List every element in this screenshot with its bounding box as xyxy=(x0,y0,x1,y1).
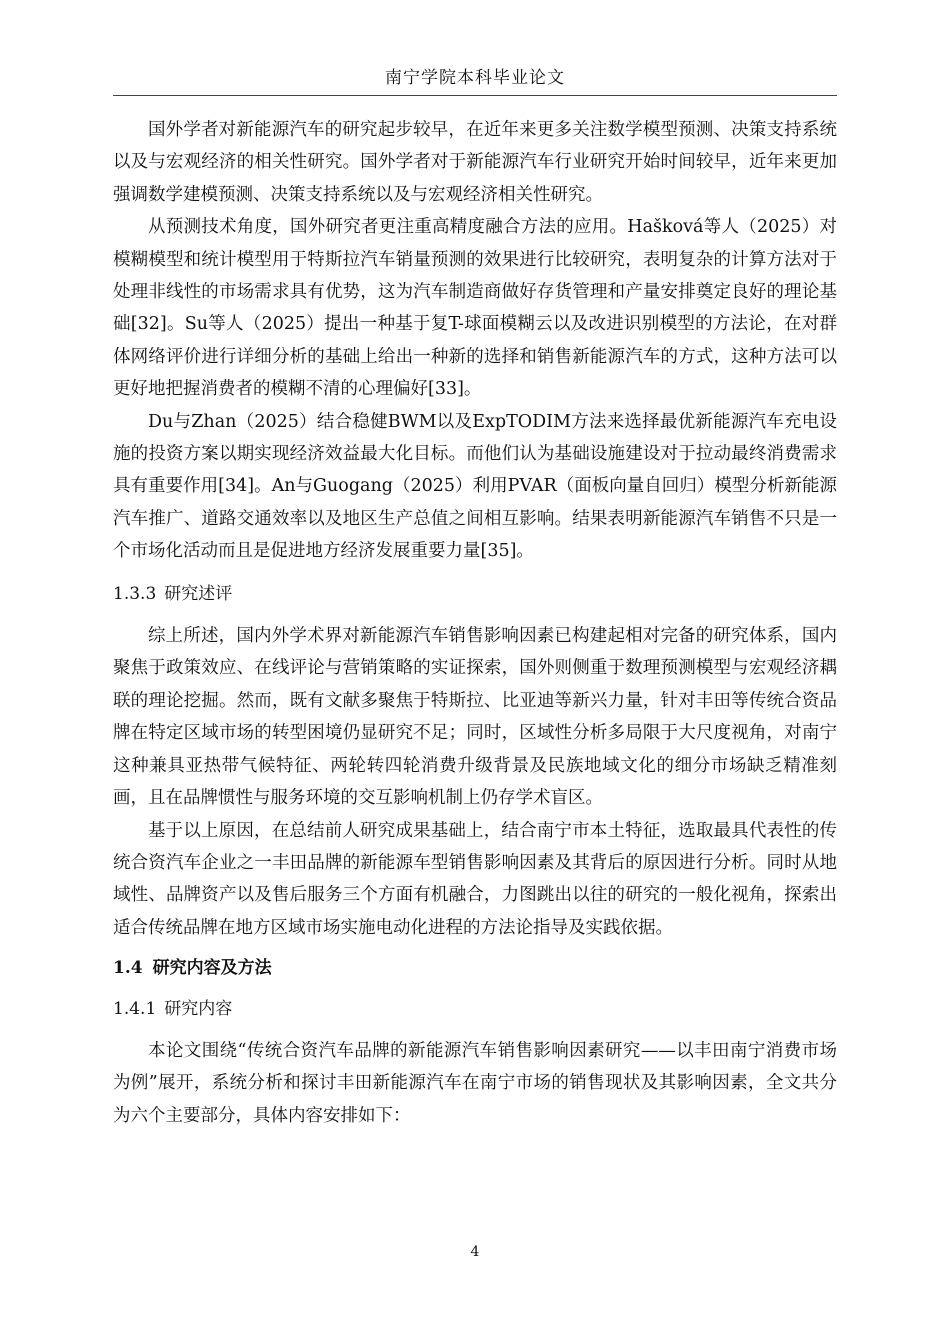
running-header: 南宁学院本科毕业论文 xyxy=(385,68,565,88)
heading-title: 研究述评 xyxy=(164,583,233,604)
paragraph-research-content: 本论文围绕“传统合资汽车品牌的新能源汽车销售影响因素研究——以丰田南宁消费市场为例”展开，系统分析和探讨丰田新能源汽车在南宁市场的销售现状及其影响因素，全文共分为六个主要部分，具体内容安排如下： xyxy=(113,1040,837,1126)
page-body xyxy=(113,114,837,1132)
paragraph-foreign-research-overview: 国外学者对新能源汽车的研究起步较早，在近年来更多关注数学模型预测、决策支持系统以及与宏观经济的相关性研究。国外学者对于新能源汽车行业研究开始时间较早，近年来更加强调数学建模预测、决策支持系统以及与宏观经济相关性研究。 xyxy=(113,120,837,205)
heading-number: 1.3.3 xyxy=(113,583,157,604)
heading-title: 研究内容 xyxy=(164,998,233,1019)
heading-number: 1.4 xyxy=(113,958,143,979)
spacer xyxy=(113,610,837,620)
heading-number: 1.4.1 xyxy=(113,998,157,1019)
page-number: 4 xyxy=(470,1244,480,1260)
heading-title: 研究内容及方法 xyxy=(152,958,272,979)
heading-1-3-3 xyxy=(113,578,837,610)
paragraph-forecasting-methods: 从预测技术角度，国外研究者更注重高精度融合方法的应用。Hašková等人（2025）对模糊模型和统计模型用于特斯拉汽车销量预测的效果进行比较研究，表明复杂的计算方法对于处理非线性的市场需求具有优势，这为汽车制造商做好存货管理和产量安排奠定良好的理论基础[32]。Su等人（2025）提出一种基于复T-球面模糊云以及改进识别模型的方法论，在对群体网络评价进行详细分析的基础上给出一种新的选择和销售新能源汽车的方式，这种方法可以更好地把握消费者的模糊不清的心理偏好[33]。 xyxy=(113,217,837,400)
spacer xyxy=(113,944,837,952)
paragraph-infrastructure-economy: Du与Zhan（2025）结合稳健BWM以及ExpTODIM方法来选择最优新能源汽车充电设施的投资方案以期实现经济效益最大化目标。而他们认为基础设施建设对于拉动最终消费需求具有重要作用[34]。An与Guogang（2025）利用PVAR（面板向量自回归）模型分析新能源汽车推广、道路交通效率以及地区生产总值之间相互影响。结果表明新能源汽车销售不只是一个市场化活动而且是促进地方经济发展重要力量[35]。 xyxy=(113,411,837,562)
heading-1-4 xyxy=(113,952,837,984)
header-rule xyxy=(113,95,837,96)
spacer xyxy=(113,985,837,993)
spacer xyxy=(113,1025,837,1035)
paragraph-research-rationale: 基于以上原因，在总结前人研究成果基础上，结合南宁市本土特征，选取最具代表性的传统合资汽车企业之一丰田品牌的新能源车型销售影响因素及其背后的原因进行分析。同时从地域性、品牌资产以及售后服务三个方面有机融合，力图跳出以往的研究的一般化视角，探索出适合传统品牌在地方区域市场实施电动化进程的方法论指导及实践依据。 xyxy=(113,820,837,938)
spacer xyxy=(113,568,837,578)
paragraph-research-review: 综上所述，国内外学术界对新能源汽车销售影响因素已构建起相对完备的研究体系，国内聚焦于政策效应、在线评论与营销策略的实证探索，国外则侧重于数理预测模型与宏观经济耦联的理论挖掘。然而，既有文献多聚焦于特斯拉、比亚迪等新兴力量，针对丰田等传统合资品牌在特定区域市场的转型困境仍显研究不足；同时，区域性分析多局限于大尺度视角，对南宁这种兼具亚热带气候特征、两轮转四轮消费升级背景及民族地域文化的细分市场缺乏精准刻画，且在品牌惯性与服务环境的交互影响机制上仍存学术盲区。 xyxy=(113,626,837,809)
heading-1-4-1 xyxy=(113,993,837,1025)
